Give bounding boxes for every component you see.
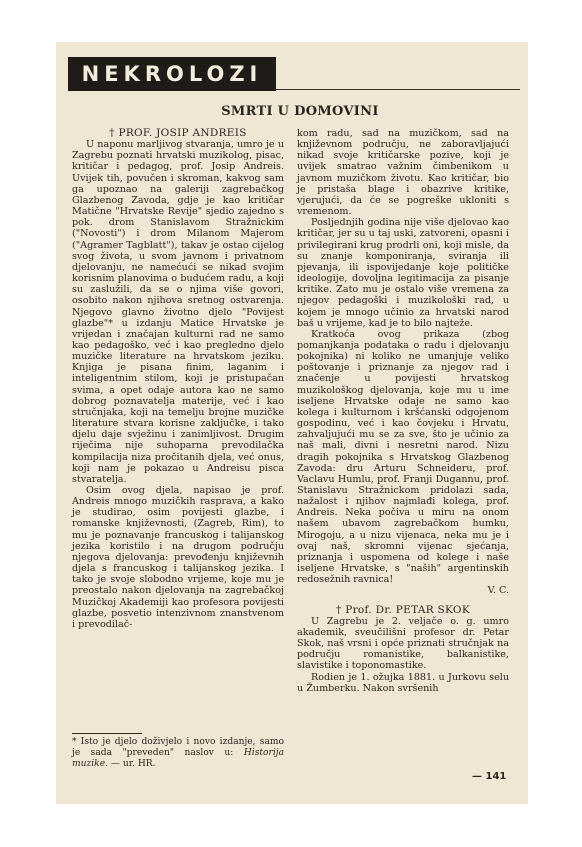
article-paragraph: Kratkoća ovog prikaza (zbog pomanjkanja podataka o radu i djelovanju pokojnika) ni koliko ne umanjuje veliko poštovanje i priznanje za njegov rad i značenje u povijesti hrvatskog muzikološkog djelovanja, koje mu u ime iseljene Hrvatske odaje ne samo kao kolega i kulturnom i kršćanski odgojenom gospodinu, već i kao čovjeku i Hrvatu, zahvaljujući mu se za sve, što je učinio za naš mali, divni i nesretni narod. Nizu dragih pokojnika s Hrvatskog Glazbenog Zavoda: dru Arturu Schneideru, prof. Vaclavu Humlu, prof. Franji Dugannu, prof. Stanislavu Stražnickom pridolazi sada, nažalost i njihov najmlađi kolega, prof. Andreis. Neka počiva u miru na onom našem ubavom zagrebačkom humku, Mirogoju, a u nizu vijenaca, neka mu je i ovaj naš, skromni vijenac sjećanja, priznanja i uspomena od kolege i naše iseljene Hrvatske, s "naših" argentinskih redosežnih ravnica!: [297, 328, 509, 586]
article-heading: † PROF. JOSIP ANDREIS: [109, 127, 247, 139]
footnote-rule: [72, 733, 142, 734]
article-signature: V. C.: [487, 585, 509, 597]
left-column: [72, 128, 284, 630]
footnote-editor: — ur. HR.: [110, 759, 156, 769]
article-paragraph: Osim ovog djela, napisao je prof. Andreis mnogo muzičkih rasprava, a kako je studirao, osim povijesti glazbe, i romanske književnosti, (Zagreb, Rim), to mu je poznavanje francuskog i talijanskog jezika koristilo i na drugom području njegova djelovanja: prevođenju književnih djela s francuskog i talijanskog jezika. I tako je svoje slobodno vrijeme, koje mu je preostalo nakon djelovanja na zagrebačkoj Muzičkoj Akademiji kao profesora povijesti glazbe, posvetio intenzivnom znanstvenom i prevodilač-: [72, 485, 284, 630]
section-banner: NEKROLOZI: [68, 57, 276, 91]
article-paragraph: Posljednjih godina nije više djelovao kao kritičar, jer su u taj uski, zatvoreni, opasni i privilegirani krug prodrli oni, koji misle, da su znanje komponiranja, sviranja ili pjevanja, ili ispovijedanje koje političke ideologije, dovoljna legitimacija za pisanje kritike. Zato mu je ostalo više vremena za njegov pedagoški i muzikološki rad, u kojem je mnogo učinio za hrvatski narod baš u vrijeme, kad je to bilo najteže.: [297, 217, 509, 329]
article-heading: † Prof. Dr. PETAR SKOK: [336, 603, 470, 616]
banner-rule: [276, 89, 520, 90]
article-paragraph: Rodien je 1. ožujka 1881. u Jurkovu selu u Žumberku. Nakon svršenih: [297, 671, 509, 694]
footnote: [72, 737, 284, 770]
article-paragraph: U naponu marljivog stvaranja, umro je u Zagrebu poznati hrvatski muzikolog, pisac, kritičar i pedagog, prof. Josip Andreis. Uvijek tih, povučen i skroman, kakvog sam ga upoznao na galeriji zagrebačkog Glazbenog Zavoda, gdje je kao kritičar Matične "Hrvatske Revije" sjedio zajedno s pok. drom Stanislavom Stražnickim ("Novosti") i drom Milanom Majerom ("Agramer Tagblatt"), takav je ostao cijelog svog života, u svom javnom i privatnom djelovanju, ne namećući se nikad svojim korisnim planovima o budućem radu, a koji su zaslužili, da se o njima više govori, osobito nakon njihova sretnog ostvarenja. Njegovo glavno životno djelo "Povijest glazbe"* u izdanju Matice Hrvatske je vrijedan i značajan kulturni rad ne samo kao pedagoško, već i kao pregledno djelo muzičke literature na hrvatskom jeziku. Knjiga je pisana finim, laganim i inteligentnim stilom, koji je pristupačan svima, a opet odaje autora kao ne samo dobrog poznavatelja materije, već i kao stručnjaka, koji na temelju brojne muzičke literature stvara korisne zaključke, i tako djelu daje svježinu i zanimljivost. Drugim riječima nije suhoparna prevodilačka kompilacija niza pročitanih djela, već onus, koji nam je pokazao u Andreisu pisca stvaratelja.: [72, 139, 284, 485]
footnote-text: * Isto je djelo doživjelo i novo izdanje, samo je sada "preveden" naslov u:: [72, 737, 284, 758]
article-paragraph: U Zagrebu je 2. veljače o. g. umro akademik, sveučilišni profesor dr. Petar Skok, naš vrsni i opće priznati stručnjak na području romanistike, balkanistike, slavistike i toponomastike.: [297, 615, 509, 672]
article-paragraph: kom radu, sad na muzičkom, sad na književnom području, ne zaboravljajući nikad svoje kritičarske pozive, koji je uvijek smatrao važnim čimbenikom u javnom muzičkom životu. Kao kritičar, bio je pristaša blage i obazrive kritike, vjerujući, da će se pogreške ukloniti s vremenom.: [297, 128, 509, 218]
footnote-title: Historija muzike.: [72, 748, 284, 769]
right-column: [297, 128, 509, 694]
page-number: — 141: [472, 771, 507, 782]
section-title: SMRTI U DOMOVINI: [221, 104, 379, 119]
